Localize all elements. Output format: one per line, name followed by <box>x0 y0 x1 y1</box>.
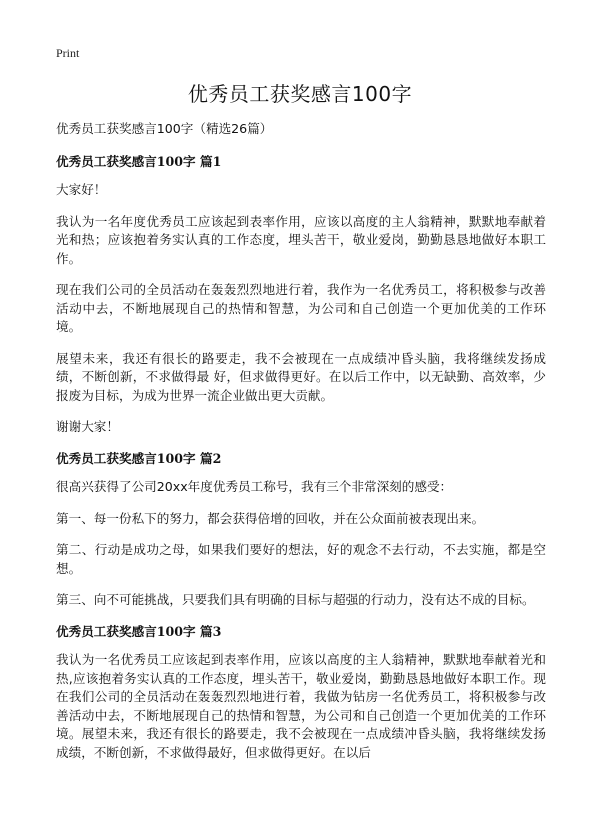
paragraph: 我认为一名年度优秀员工应该起到表率作用，应该以高度的主人翁精神，默默地奉献着光和热；应该抱着务实认真的工作态度，埋头苦干，敬业爱岗，勤勤恳恳地做好本职工作。 <box>56 213 546 266</box>
document-subtitle: 优秀员工获奖感言100字（精选26篇） <box>56 121 273 136</box>
section-heading: 优秀员工获奖感言100字 篇2 <box>56 450 222 466</box>
document-body <box>56 120 546 762</box>
paragraph: 我认为一名优秀员工应该起到表率作用，应该以高度的主人翁精神，默默地奉献着光和热,应该抱着务实认真的工作态度，埋头苦干，敬业爱岗，勤勤恳恳地做好本职工作。现在我们公司的全员活动在轰轰烈烈地进行着，我做为钻房一名优秀员工，将积极参与改善活动中去，不断地展现自己的热情和智慧，为公司和自己创造一个更加优美的工作环境。展望未来，我还有很长的路要走，我不会被现在一点成绩冲昏头脑，我将继续发扬成绩，不断创新，不求做得最好，但求做得更好。在以后 <box>56 652 546 760</box>
paragraph: 现在我们公司的全员活动在轰轰烈烈地进行着，我作为一名优秀员工，将积极参与改善活动中去，不断地展现自己的热情和智慧，为公司和自己创造一个更加优美的工作环境。 <box>56 282 546 334</box>
section-heading: 优秀员工获奖感言100字 篇3 <box>56 623 222 639</box>
document-title: 优秀员工获奖感言100字 <box>187 82 413 106</box>
paragraph: 第三、向不可能挑战，只要我们具有明确的目标与超强的行动力，没有达不成的目标。 <box>56 592 535 607</box>
section-heading: 优秀员工获奖感言100字 篇1 <box>56 153 222 169</box>
paragraph: 大家好！ <box>56 182 107 197</box>
print-label: Print <box>56 46 80 60</box>
paragraph: 展望未来，我还有很长的路要走，我不会被现在一点成绩冲昏头脑，我将继续发扬成绩，不断创新，不求做得最 好，但求做得更好。在以后工作中，以无缺勤、高效率，少报废为目标，为成为世界一流企业做出更大贡献。 <box>56 350 546 403</box>
paragraph: 谢谢大家！ <box>56 419 119 434</box>
paragraph: 第二、行动是成功之母，如果我们要好的想法，好的观念不去行动，不去实施，都是空想。 <box>56 542 546 576</box>
paragraph: 第一、每一份私下的努力，都会获得倍增的回收，并在公众面前被表现出来。 <box>56 510 485 526</box>
section-2 <box>56 450 546 610</box>
paragraph: 很高兴获得了公司20xx年度优秀员工称号，我有三个非常深刻的感受： <box>56 479 453 494</box>
section-1 <box>56 153 546 437</box>
section-3 <box>56 623 546 763</box>
